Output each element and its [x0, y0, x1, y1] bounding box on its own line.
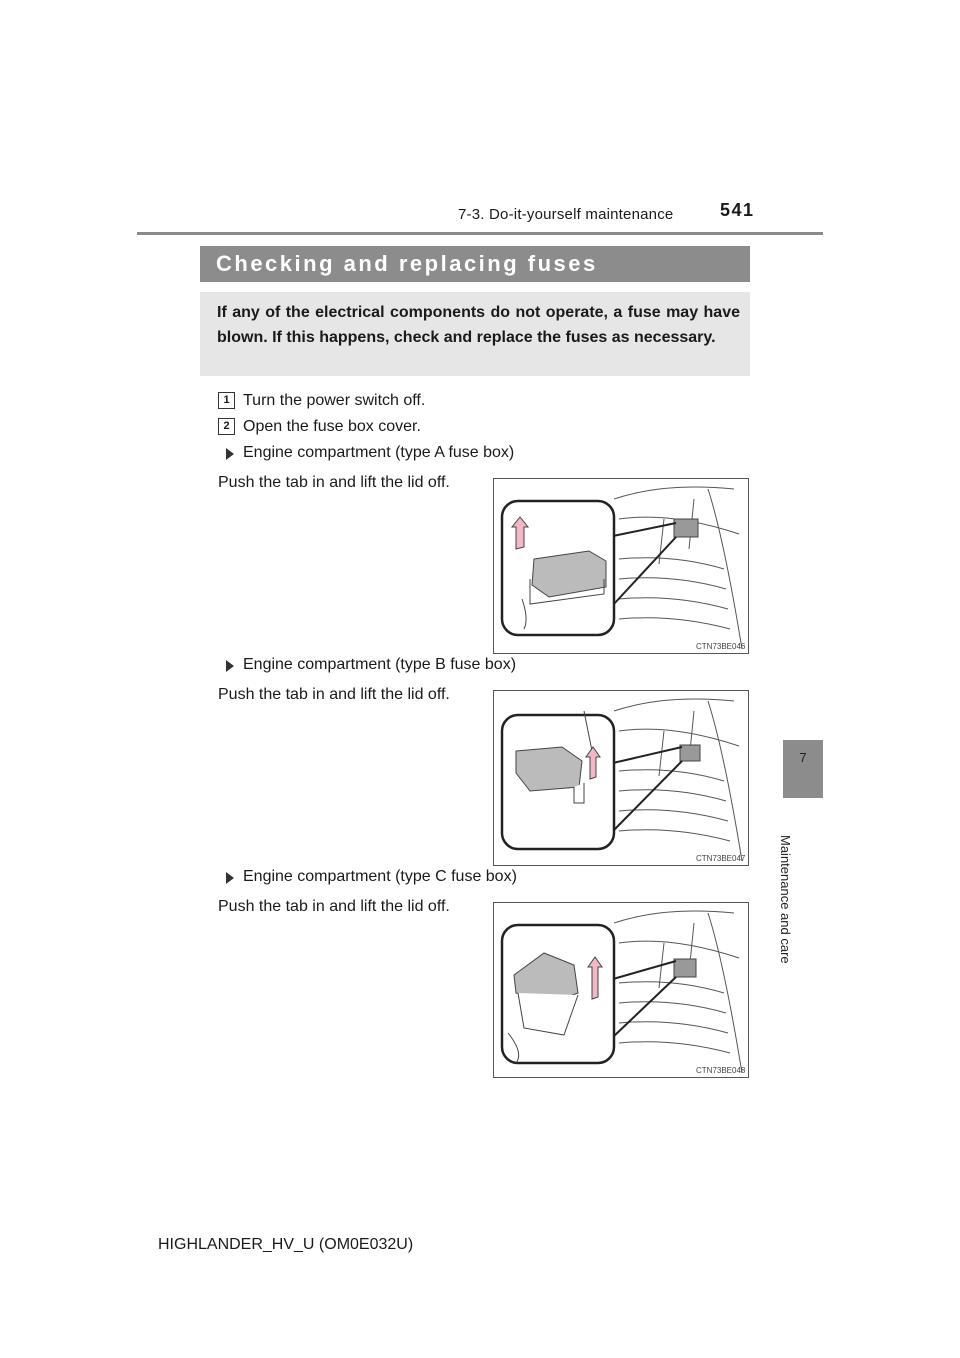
chapter-title — [771, 835, 835, 964]
figure-type-c-fuse-box — [493, 902, 749, 1078]
section-title: Checking and replacing fuses — [216, 251, 598, 276]
item-b-text: Push the tab in and lift the lid off. — [218, 686, 450, 703]
item-a-heading: Engine compartment (type A fuse box) — [243, 444, 515, 461]
item-c-heading: Engine compartment (type C fuse box) — [243, 868, 517, 885]
item-a-text: Push the tab in and lift the lid off. — [218, 474, 450, 491]
step-1-text: Turn the power switch off. — [243, 392, 426, 409]
figure-b-code: CTN73BE047 — [696, 854, 746, 863]
item-c-text: Push the tab in and lift the lid off. — [218, 898, 450, 915]
chapter-number: 7 — [799, 750, 807, 765]
step-number-2: 2 — [218, 418, 235, 435]
chapter-title-text: Maintenance and care — [778, 835, 793, 964]
bullet-triangle-icon — [226, 448, 234, 460]
intro-text: If any of the electrical components do not operate, a fuse may have blown. If this happens, check and replace the fuses as necessary. — [217, 304, 740, 346]
header-divider — [137, 232, 823, 235]
figure-type-a-fuse-box — [493, 478, 749, 654]
step-number-1: 1 — [218, 392, 235, 409]
bullet-triangle-icon — [226, 872, 234, 884]
chapter-tab — [783, 740, 823, 798]
page-number: 541 — [720, 200, 755, 220]
running-header-section: 7-3. Do-it-yourself maintenance — [458, 206, 674, 223]
figure-c-code: CTN73BE048 — [696, 1066, 746, 1075]
figure-a-code: CTN73BE046 — [696, 642, 746, 651]
figure-type-b-fuse-box — [493, 690, 749, 866]
bullet-triangle-icon — [226, 660, 234, 672]
footer-model-code: HIGHLANDER_HV_U (OM0E032U) — [158, 1236, 414, 1253]
item-b-heading: Engine compartment (type B fuse box) — [243, 656, 517, 673]
step-2-text: Open the fuse box cover. — [243, 418, 421, 435]
